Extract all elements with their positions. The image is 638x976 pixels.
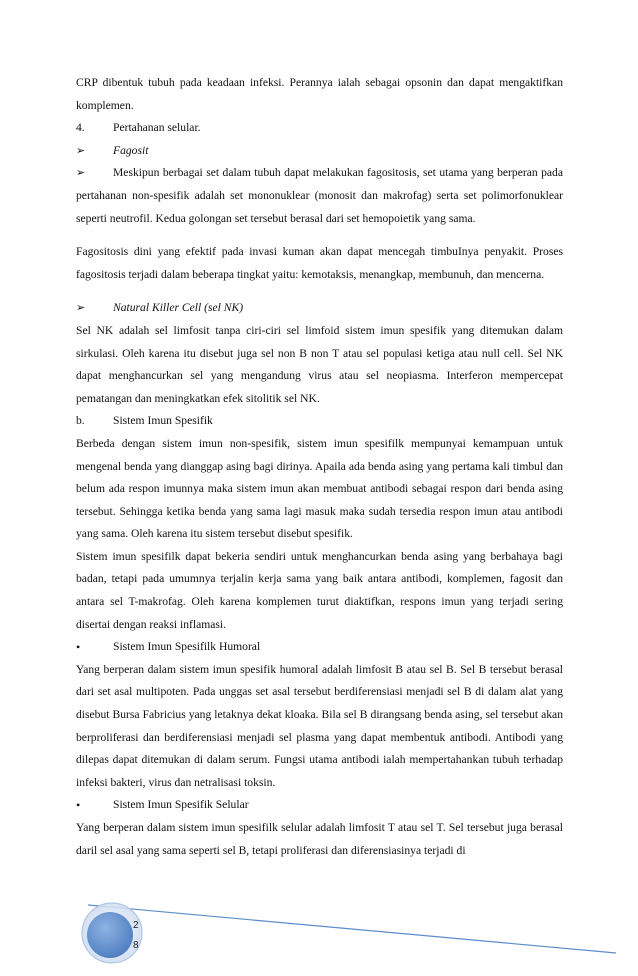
- page-number: [133, 916, 139, 956]
- list-marker: b.: [76, 414, 85, 428]
- footer-inner-circle: [87, 912, 133, 958]
- list-item-text: Sistem Imun Spesifik Selular: [113, 798, 249, 812]
- list-item: [76, 636, 563, 659]
- list-item: [76, 794, 563, 817]
- paragraph: Sistem imun spesifilk dapat bekeria sendiri untuk menghancurkan benda asing yang berbahaya bagi badan, tetapi pada umumnya terjalin kerja sama yang baik antara antibodi, komplemen, fagosit dan antara sel T-makrofag. Oleh karena komplemen turut diaktifkan, respons imun yang terjadi sering disertai dengan reaksi inflamasi.: [76, 549, 563, 631]
- bullet-icon: •: [76, 640, 81, 655]
- list-item: [76, 297, 563, 320]
- list-item: [76, 140, 563, 163]
- paragraph: Yang berperan dalam sistem imun spesifik humoral adalah limfosit B atau sel B. Sel B tersebut berasal dari set asal multipoten. Pada unggas set asal tersebut berdiferensiasi menjadi sel B di dalam alat yang disebut Bursa Fabricius yang letaknya dekat kloaka. Bila sel B dirangsang benda asing, sel tersebut akan berproliferasi dan berdiferensiasi menjadi sel plasma yang dapat membentuk antibodi. Antibodi yang dilepas dapat ditemukan di dalam serum. Fungsi utama antibodi ialah mempertahankan tubuh terhadap infeksi bakteri, virus dan netralisasi toksin.: [76, 662, 563, 789]
- page-number-bottom: 8: [133, 940, 139, 951]
- arrow-bullet-icon: ➢: [76, 144, 86, 157]
- arrow-bullet-icon: ➢: [76, 167, 86, 180]
- arrow-bullet-icon: ➢: [76, 302, 86, 315]
- paragraph: Berbeda dengan sistem imun non-spesifik, sistem imun spesifilk mempunyai kemampuan untuk mengenal benda yang dianggap asing bagi dirinya. Apaila ada benda asing yang pertama kali timbul dan belum ada respon imunnya maka sistem imun akan membuat antibodi sebagai respon dari benda asing tersebut. Sehingga ketika benda yang sama lagi masuk maka sudah tersedia respon imun atau antibodi yang sama. Oleh karena itu sistem tersebut disebut spesifik.: [76, 436, 563, 541]
- paragraph: Yang berperan dalam sistem imun spesifilk selular adalah limfosit T atau sel T. Sel tersebut juga berasal daril sel asal yang sama seperti sel B, tetapi proliferasi dan diferensiasinya terjadi di: [76, 821, 563, 857]
- page-number-top: 2: [133, 920, 139, 931]
- document-body: [76, 72, 563, 862]
- list-item-text: Sistem Imun Spesifilk Humoral: [113, 640, 261, 654]
- list-item-text: Pertahanan selular.: [113, 121, 201, 135]
- paragraph: CRP dibentuk tubuh pada keadaan infeksi. Perannya ialah sebagai opsonin dan dapat mengaktifkan komplemen.: [76, 76, 563, 112]
- footer-rule: [88, 905, 616, 953]
- list-item-text: Natural Killer Cell (sel NK): [113, 301, 244, 315]
- list-marker: 4.: [76, 121, 85, 135]
- paragraph: Sel NK adalah sel limfosit tanpa ciri-ciri sel limfoid sistem imun spesifik yang ditemukan dalam sirkulasi. Oleh karena itu disebut juga sel non B non T atau sel populasi ketiga atau null cell. Sel NK dapat menghancurkan sel yang mengandung virus atau sel neopiasma. Interferon mempercepat pematangan dan meningkatkan efek sitolitik sel NK.: [76, 323, 563, 405]
- bullet-icon: •: [76, 798, 81, 813]
- list-item: [76, 117, 563, 140]
- list-item-text: Meskipun berbagai set dalam tubuh dapat melakukan fagositosis, set utama yang berperan pada pertahanan non-spesifik adalah set mononuklear (monosit dan makrofag) serta set polimorfonuklear seperti neutrofil. Kedua golongan set tersebut berasal dari set hemopoietik yang sama.: [76, 166, 563, 225]
- list-item: [76, 162, 563, 230]
- list-item-text: Sistem Imun Spesifik: [113, 414, 213, 428]
- paragraph: Fagositosis dini yang efektif pada invasi kuman akan dapat mencegah timbuInya penyakit. Proses fagositosis terjadi dalam beberapa tingkat yaitu: kemotaksis, menangkap, membunuh, dan mencerna.: [76, 245, 563, 281]
- list-item: [76, 410, 563, 433]
- list-item-text: Fagosit: [113, 143, 149, 157]
